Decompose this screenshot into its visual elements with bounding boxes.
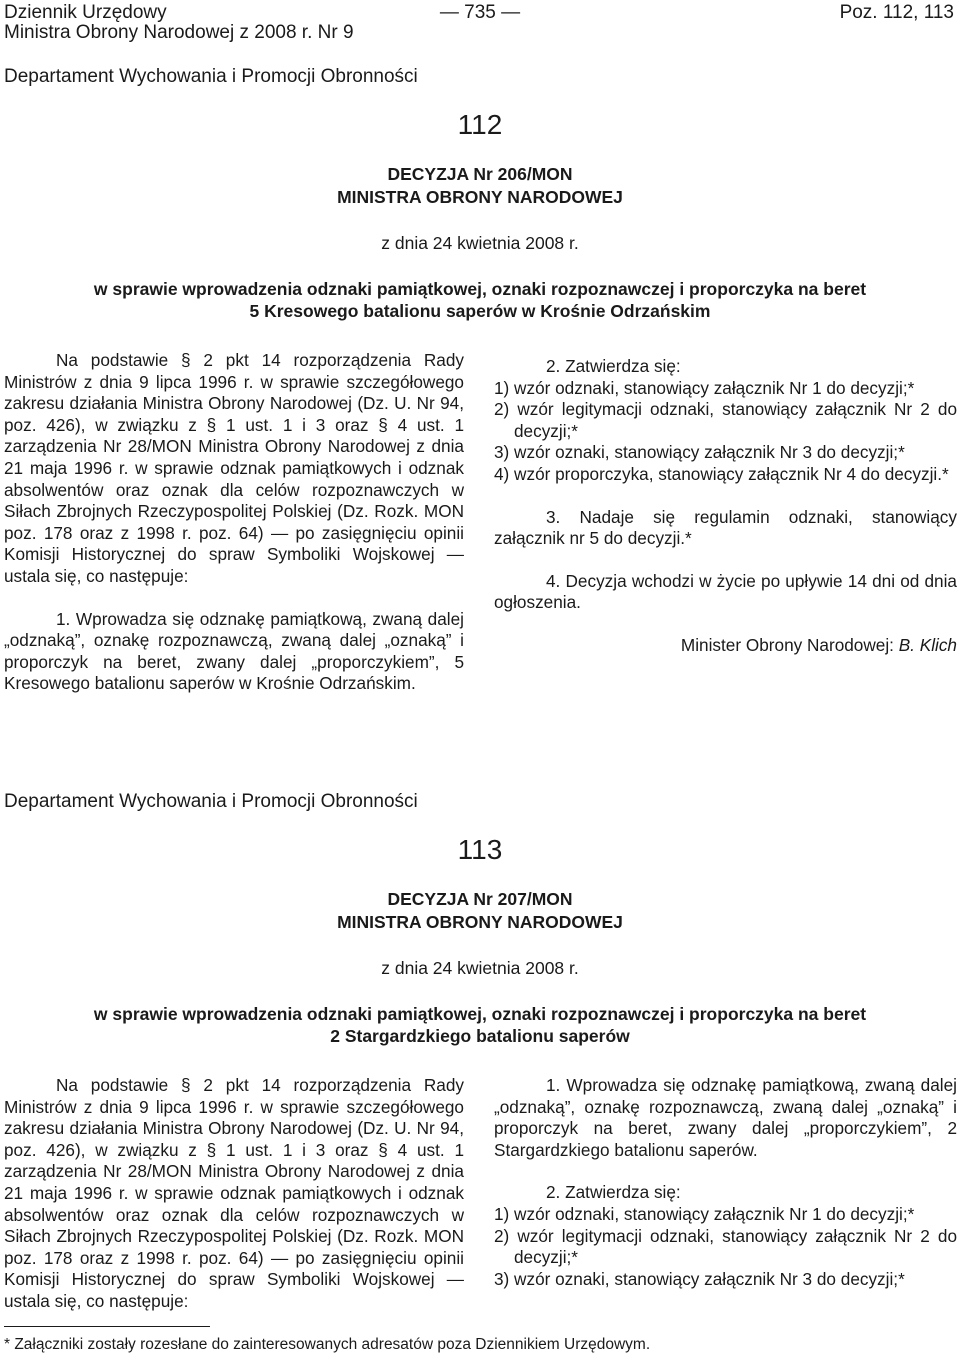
subject-unit-112: 5 Kresowego batalionu saperów w Krośnie Odrzańskim <box>249 301 711 321</box>
preamble-112: Na podstawie § 2 pkt 14 rozporządzenia Rady Ministrów z dnia 9 lipca 1996 r. w sprawie szczegółowego zakresu działania Ministra Obrony Narodowej (Dz. U. Nr 94, poz. 426), w związku z § 1 ust. 1 i 3 oraz § 4 ust. 1 zarządzenia Nr 28/MON Ministra Obrony Narodowej z dnia 21 maja 1996 r. w sprawie odznak pamiątkowych i odznak absolwentów oraz oznak dla celów rozpoznawczych w Siłach Zbrojnych Rzeczypospolitej Polskiej (Dz. Rozk. MON poz. 178 oraz z 1998 r. poz. 64) — po zasięgnięciu opinii Komisji Historycznej do spraw Symboliki Wojskowej — ustala się, co następuje: <box>4 350 464 586</box>
paragraph-1-112: 1. Wprowadza się odznakę pamiątkową, zwaną dalej „odznaką”, oznakę rozpoznawczą, zwaną dalej „oznaką” i proporczyk na beret, zwany dalej „proporczykiem”, 5 Kresowego batalionu saperów w Krośnie Odrzańskim. <box>4 608 464 694</box>
right-column-112 <box>494 356 957 657</box>
list-item: 4) wzór proporczyka, stanowiący załącznik Nr 4 do decyzji.* <box>494 463 949 484</box>
decision-title-112: DECYZJA Nr 206/MON <box>387 164 573 184</box>
paragraph-4-112: 4. Decyzja wchodzi w życie po upływie 14 dni od dnia ogłoszenia. <box>494 570 957 613</box>
paragraph-2-112: 2. Zatwierdza się: <box>546 356 681 376</box>
list-item: 3) wzór oznaki, stanowiący załącznik Nr 3 do decyzji;* <box>494 442 905 463</box>
journal-title: Dziennik Urzędowy <box>4 2 167 23</box>
signature-112 <box>494 635 957 657</box>
position-number-113: 113 <box>457 834 503 865</box>
footnote: * Załączniki zostały rozesłane do zainteresowanych adresatów poza Dziennikiem Urzędowym. <box>4 1336 651 1353</box>
decision-date-113: z dnia 24 kwietnia 2008 r. <box>381 958 579 978</box>
signature-name: B. Klich <box>898 634 957 655</box>
left-column-112 <box>4 350 464 695</box>
subject-line-113: w sprawie wprowadzenia odznaki pamiątkowej, oznaki rozpoznawczej i proporczyka na beret <box>93 1004 867 1024</box>
paragraph-1-113: 1. Wprowadza się odznakę pamiątkową, zwaną dalej „odznaką”, oznakę rozpoznawczą, zwaną dalej „oznaką” i proporczyk na beret, zwany dalej „proporczykiem”, 2 Stargardzkiego batalionu saperów. <box>494 1075 957 1160</box>
position-numbers: Poz. 112, 113 <box>839 2 954 23</box>
list-item: 2) wzór legitymacji odznaki, stanowiący załącznik Nr 2 do decyzji;* <box>494 399 957 441</box>
department-113: Departament Wychowania i Promocji Obronności <box>4 791 418 812</box>
decision-title-113: DECYZJA Nr 207/MON <box>387 889 573 909</box>
issuer-113: MINISTRA OBRONY NARODOWEJ <box>337 912 623 932</box>
subject-unit-113: 2 Stargardzkiego batalionu saperów <box>330 1026 630 1046</box>
position-number-112: 112 <box>457 109 503 140</box>
list-item: 1) wzór odznaki, stanowiący załącznik Nr 1 do decyzji;* <box>494 377 915 398</box>
journal-issue: Ministra Obrony Narodowej z 2008 r. Nr 9 <box>4 22 354 43</box>
left-column-113 <box>4 1075 464 1313</box>
list-item: 1) wzór odznaki, stanowiący załącznik Nr 1 do decyzji;* <box>494 1203 915 1224</box>
issuer-112: MINISTRA OBRONY NARODOWEJ <box>337 187 623 207</box>
subject-line-112: w sprawie wprowadzenia odznaki pamiątkowej, oznaki rozpoznawczej i proporczyka na beret <box>93 279 867 299</box>
department-112: Departament Wychowania i Promocji Obronności <box>4 66 418 87</box>
list-item: 3) wzór oznaki, stanowiący załącznik Nr 3 do decyzji;* <box>494 1268 905 1289</box>
preamble-113: Na podstawie § 2 pkt 14 rozporządzenia Rady Ministrów z dnia 9 lipca 1996 r. w sprawie szczegółowego zakresu działania Ministra Obrony Narodowej (Dz. U. Nr 94, poz. 426), w związku z § 1 ust. 1 i 3 oraz § 4 ust. 1 zarządzenia Nr 28/MON Ministra Obrony Narodowej z dnia 21 maja 1996 r. w sprawie odznak pamiątkowych i odznak absolwentów oraz oznak dla celów rozpoznawczych w Siłach Zbrojnych Rzeczypospolitej Polskiej (Dz. Rozk. MON poz. 178 oraz z 1998 r. poz. 64) — po zasięgnięciu opinii Komisji Historycznej do spraw Symboliki Wojskowej — ustala się, co następuje: <box>4 1075 464 1311</box>
list-item: 2) wzór legitymacji odznaki, stanowiący załącznik Nr 2 do decyzji;* <box>494 1225 957 1268</box>
page-number: — 735 — <box>439 2 521 23</box>
right-column-113 <box>494 1075 957 1290</box>
paragraph-2-113: 2. Zatwierdza się: <box>546 1182 681 1203</box>
footnote-rule <box>4 1326 210 1327</box>
signature-title: Minister Obrony Narodowej: <box>680 634 899 655</box>
paragraph-3-112: 3. Nadaje się regulamin odznaki, stanowiący załącznik nr 5 do decyzji.* <box>494 506 957 549</box>
decision-date-112: z dnia 24 kwietnia 2008 r. <box>381 233 579 253</box>
